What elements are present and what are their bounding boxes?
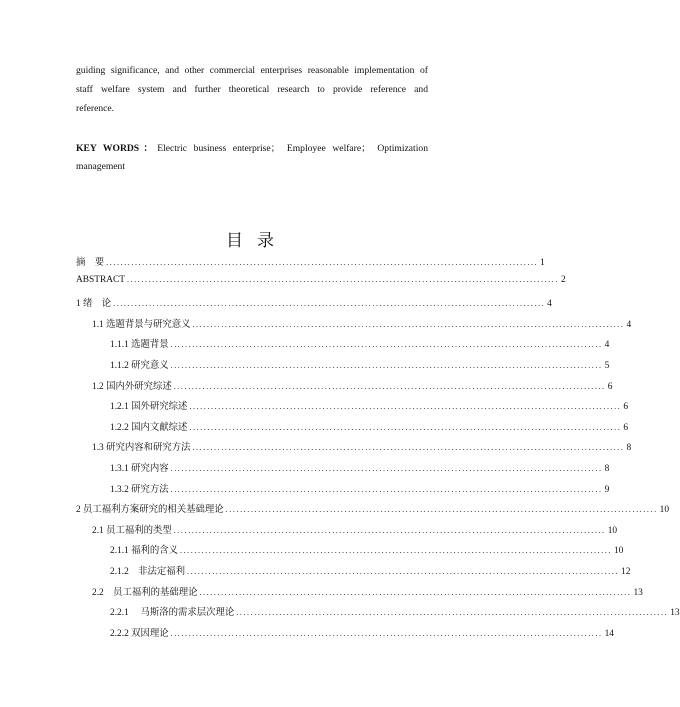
toc-entry-page: 9 xyxy=(604,484,610,495)
toc-entry[interactable] xyxy=(76,481,610,502)
toc-leader-dots: ........................................................................................................................ xyxy=(192,319,625,329)
toc-entry-label: 2 员工福利方案研究的相关基础理论 xyxy=(76,505,224,516)
toc-entry-label: 1.2.1 国外研究综述 xyxy=(110,402,188,413)
toc-entry-page: 6 xyxy=(623,402,629,413)
toc-entry[interactable] xyxy=(76,563,631,584)
toc-entry[interactable] xyxy=(76,439,632,460)
toc-entry[interactable] xyxy=(76,316,632,337)
toc-entry-page: 10 xyxy=(659,505,670,516)
toc-entry-page: 10 xyxy=(607,525,618,536)
toc-leader-dots: ........................................................................................................................ xyxy=(236,608,669,618)
toc-entry-page: 12 xyxy=(621,566,631,577)
toc-entry-label: 2.1 员工福利的类型 xyxy=(92,525,172,536)
toc-leader-dots: ........................................................................................................................ xyxy=(170,628,603,638)
toc-entry[interactable] xyxy=(76,460,610,481)
abstract-paragraph xyxy=(76,61,428,118)
toc-entry-label: 2.1.1 福利的含义 xyxy=(110,546,178,557)
toc-leader-dots: ........................................................................................................................ xyxy=(170,360,603,370)
toc-leader-dots: ........................................................................................................................ xyxy=(170,484,603,494)
toc-leader-dots: ........................................................................................................................ xyxy=(192,443,625,453)
toc-entry-page: 13 xyxy=(670,608,680,619)
toc-entry[interactable] xyxy=(76,604,680,625)
keywords-block xyxy=(76,140,428,176)
toc-leader-dots: ........................................................................................................................ xyxy=(126,274,559,284)
toc-leader-dots: ........................................................................................................................ xyxy=(173,525,606,535)
toc-entry-page: 2 xyxy=(560,274,566,285)
toc-entry[interactable] xyxy=(76,625,614,646)
toc-entry-label: 2.1.2 非法定福利 xyxy=(110,566,186,577)
toc-entry-label: 2.2.2 双因理论 xyxy=(110,628,169,639)
toc-leader-dots: ........................................................................................................................ xyxy=(170,340,603,350)
toc-leader-dots: ........................................................................................................................ xyxy=(106,258,539,267)
toc-leader-dots: ........................................................................................................................ xyxy=(189,402,622,412)
toc-entry[interactable] xyxy=(76,274,566,296)
toc-entry[interactable] xyxy=(76,501,670,522)
toc-entry-page: 10 xyxy=(613,546,624,557)
toc-entry-label: 摘 要 xyxy=(76,258,105,268)
toc-entry[interactable] xyxy=(76,357,610,378)
toc-entry-label: 1.2.2 国内文献综述 xyxy=(110,422,188,433)
toc-leader-dots: ........................................................................................................................ xyxy=(199,587,632,597)
toc-entry-label: 2.2.1 马斯洛的需求层次理论 xyxy=(110,608,235,619)
toc-entry-label: 1.3.2 研究方法 xyxy=(110,484,169,495)
toc-entry-label: ABSTRACT xyxy=(76,274,125,285)
toc-leader-dots: ........................................................................................................................ xyxy=(173,381,606,391)
toc-entry[interactable] xyxy=(76,254,545,275)
toc-entry[interactable] xyxy=(76,542,624,563)
toc-entry-page: 1 xyxy=(540,258,545,268)
toc-entry[interactable] xyxy=(76,522,618,543)
toc-entry-label: 1.1.1 选题背景 xyxy=(110,340,169,351)
toc-entry-page: 14 xyxy=(604,628,614,639)
toc-entry-page: 5 xyxy=(604,360,610,371)
toc-leader-dots: ........................................................................................................................ xyxy=(170,463,603,473)
toc-leader-dots: ........................................................................................................................ xyxy=(225,505,658,515)
toc-entry-label: 1.3 研究内容和研究方法 xyxy=(92,443,191,454)
toc-entry-label: 1 绪 论 xyxy=(76,299,112,310)
toc-entry[interactable] xyxy=(76,398,629,419)
toc-entry[interactable] xyxy=(76,336,610,357)
toc-entry-label: 1.2 国内外研究综述 xyxy=(92,381,172,392)
toc-entry-page: 8 xyxy=(604,463,610,474)
abstract-line: staff welfare system and further theoretical research to provide reference and xyxy=(76,84,428,95)
toc-entry-label: 1.1.2 研究意义 xyxy=(110,360,169,371)
abstract-line: guiding significance, and other commercial enterprises reasonable implementation of xyxy=(76,65,428,76)
toc-entry-page: 6 xyxy=(607,381,613,392)
toc-leader-dots: ........................................................................................................................ xyxy=(113,299,546,309)
toc-entry-page: 8 xyxy=(626,443,632,454)
toc-entry-page: 4 xyxy=(626,319,632,330)
toc-title: 目录 xyxy=(226,231,288,251)
toc-entry-label: 2.2 员工福利的基础理论 xyxy=(92,587,198,598)
toc-entry-page: 6 xyxy=(623,422,629,433)
keywords-line-continued: management xyxy=(76,161,126,172)
toc-entry[interactable] xyxy=(76,419,629,440)
toc-entry-page: 13 xyxy=(633,587,643,598)
toc-leader-dots: ........................................................................................................................ xyxy=(187,566,620,576)
toc-leader-dots: ........................................................................................................................ xyxy=(189,422,622,432)
toc-entry-page: 4 xyxy=(604,340,610,351)
toc-entry-label: 1.3.1 研究内容 xyxy=(110,463,169,474)
toc-leader-dots: ........................................................................................................................ xyxy=(179,546,612,556)
abstract-line: reference. xyxy=(76,103,115,114)
toc-entry-label: 1.1 选题背景与研究意义 xyxy=(92,319,191,330)
toc-entry[interactable] xyxy=(76,378,613,399)
toc-entry[interactable] xyxy=(76,295,552,316)
keywords-text: Electric business enterprise； Employee welfare； Optimization xyxy=(157,143,428,154)
toc-entry[interactable] xyxy=(76,584,643,605)
keywords-line xyxy=(76,140,428,158)
keywords-label: KEY WORDS： xyxy=(76,143,158,154)
table-of-contents xyxy=(76,254,680,645)
toc-entry-page: 4 xyxy=(547,299,552,310)
